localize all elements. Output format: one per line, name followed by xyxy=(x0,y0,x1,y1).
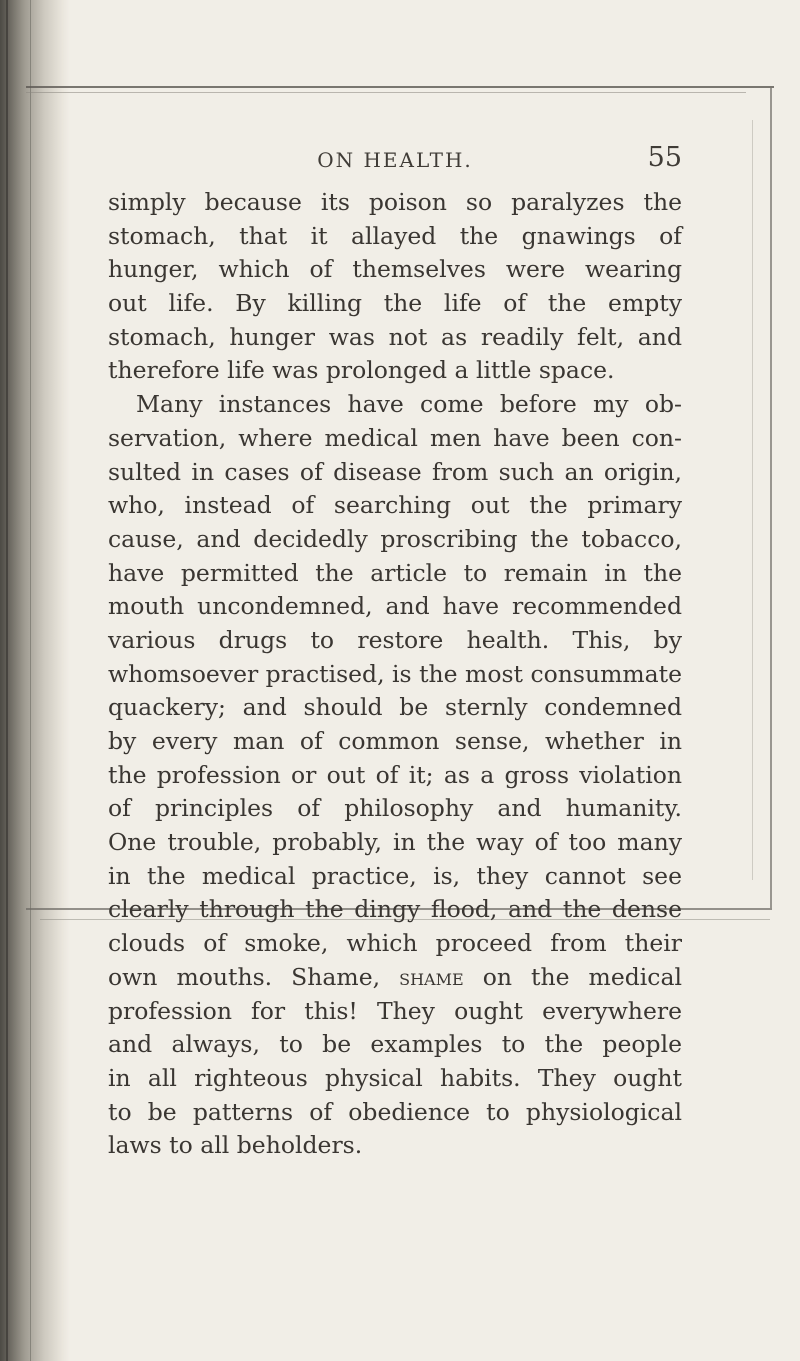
text-line: clouds of smoke, which proceed from their xyxy=(108,929,682,958)
text-line: whomsoever practised, is the most consummate xyxy=(108,659,683,688)
right-rule-inner xyxy=(752,120,753,880)
text-line: clearly through the dingy flood, and the dense xyxy=(108,895,682,924)
text-line: quackery; and should be sternly condemned xyxy=(108,693,682,722)
body-text xyxy=(108,186,682,1163)
text-line: stomach, hunger was not as readily felt, and xyxy=(108,322,682,351)
text-line: who, instead of searching out the primary xyxy=(108,491,682,520)
text-line: hunger, which of themselves were wearing xyxy=(108,255,682,284)
gutter-edge-line xyxy=(6,0,8,1361)
text-line: servation, where medical men have been con- xyxy=(108,423,682,452)
page-number: 55 xyxy=(647,142,682,173)
right-rule xyxy=(770,88,772,908)
text-line: One trouble, probably, in the way of too many xyxy=(108,828,682,857)
text-fragment: on the medical xyxy=(463,962,682,991)
text-line: in the medical practice, is, they cannot see xyxy=(108,861,682,890)
text-line: by every man of common sense, whether in xyxy=(108,727,682,755)
gutter-inner-line xyxy=(30,0,31,1361)
text-line: various drugs to restore health. This, by xyxy=(108,625,682,654)
running-head: ON HEALTH. xyxy=(317,148,473,172)
text-line: the profession or out of it; as a gross violation xyxy=(108,760,682,789)
text-line: have permitted the article to remain in the xyxy=(108,558,682,587)
text-line: laws to all beholders. xyxy=(108,1131,363,1160)
text-line: therefore life was prolonged a little space. xyxy=(108,356,615,385)
text-line: simply because its poison so paralyzes the xyxy=(108,188,682,216)
text-line: to be patterns of obedience to physiological xyxy=(108,1097,682,1126)
text-line-with-emphasis xyxy=(108,961,682,995)
text-line: and always, to be examples to the people xyxy=(108,1030,682,1059)
text-line: in all righteous physical habits. They ought xyxy=(108,1063,682,1092)
text-line: profession for this! They ought everywhere xyxy=(108,996,682,1025)
top-rule-inner xyxy=(26,92,746,93)
text-line: mouth uncondemned, and have recommended xyxy=(108,592,682,621)
text-line: cause, and decidedly proscribing the tobacco, xyxy=(108,524,682,553)
page-header xyxy=(108,142,682,180)
text-line: Many instances have come before my ob- xyxy=(136,390,682,419)
text-line: stomach, that it allayed the gnawings of xyxy=(108,221,682,250)
text-line: of principles of philosophy and humanity. xyxy=(108,794,682,823)
text-line: out life. By killing the life of the empty xyxy=(108,289,682,318)
text-fragment: own mouths. Shame, xyxy=(108,962,400,991)
text-line: sulted in cases of disease from such an origin, xyxy=(108,457,682,486)
top-rule xyxy=(26,86,774,88)
binding-gutter xyxy=(0,0,70,1361)
emphasis-shame: shame xyxy=(399,962,464,991)
